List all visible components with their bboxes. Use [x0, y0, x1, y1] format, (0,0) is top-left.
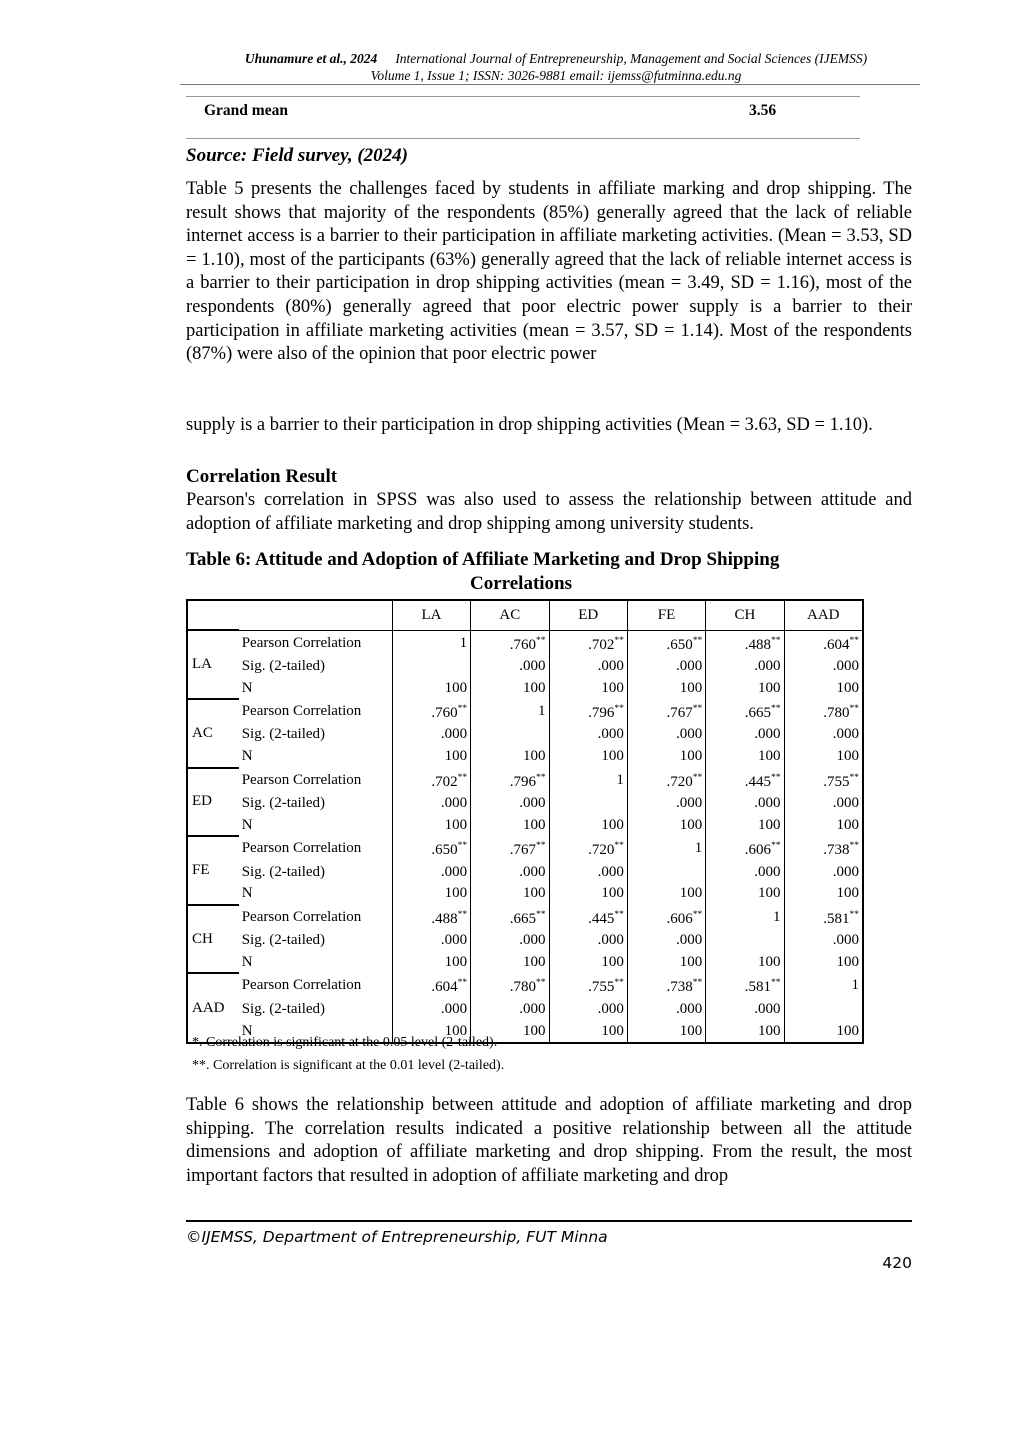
table-cell: .000: [549, 724, 627, 746]
table6-title-line1: Table 6: Attitude and Adoption of Affiliate Marketing and Drop Shipping: [186, 549, 780, 570]
table-row: [187, 861, 863, 883]
table-cell: 100: [627, 814, 705, 836]
table-cell: 100: [627, 677, 705, 699]
table-cell: .000: [784, 861, 863, 883]
table6-note-005: *. Correlation is significant at the 0.05 level (2-tailed).: [192, 1035, 498, 1050]
table-cell: 100: [627, 883, 705, 905]
table-cell: .000: [549, 998, 627, 1020]
table6-title-line2: Correlations: [470, 573, 573, 594]
table-cell: .581**: [784, 905, 863, 930]
table-cell: .702**: [549, 630, 627, 656]
table-cell: .000: [471, 861, 549, 883]
table-cell: .738**: [627, 973, 705, 998]
table-cell: .000: [471, 656, 549, 678]
col-header: AAD: [784, 600, 863, 630]
table-header-row: [187, 600, 863, 630]
table-cell: .650**: [392, 836, 470, 861]
table-cell: 100: [471, 952, 549, 974]
header-journal: International Journal of Entrepreneurship, Management and Social Sciences (IJEMSS): [395, 51, 868, 66]
row-stat-label: Sig. (2-tailed): [241, 932, 326, 949]
table-cell: 100: [392, 746, 470, 768]
row-stat-label: N: [241, 885, 253, 902]
table-cell: .000: [706, 861, 784, 883]
row-stat-label: N: [241, 954, 253, 971]
row-stat-label: N: [241, 748, 253, 765]
table-row: [187, 883, 863, 905]
table-cell: .000: [627, 930, 705, 952]
col-header: CH: [706, 600, 784, 630]
section-heading-correlation: Correlation Result: [186, 466, 338, 487]
table-cell: .606**: [706, 836, 784, 861]
table-row: [187, 699, 863, 724]
table-cell: [706, 930, 784, 952]
table-cell: .000: [627, 793, 705, 815]
table-cell: .000: [784, 930, 863, 952]
table-cell: .796**: [549, 699, 627, 724]
table-cell: .760**: [471, 630, 549, 656]
table-cell: .000: [392, 861, 470, 883]
header-corner: [187, 600, 392, 630]
row-group-label: AC: [187, 699, 239, 768]
row-group-label: ED: [187, 768, 239, 837]
page-number: 420: [882, 1254, 912, 1272]
table-cell: .000: [549, 861, 627, 883]
col-header: ED: [549, 600, 627, 630]
table-cell: .000: [784, 656, 863, 678]
col-header: FE: [627, 600, 705, 630]
table-cell: 100: [549, 814, 627, 836]
table-row: [187, 768, 863, 793]
table-cell: 1: [549, 768, 627, 793]
paragraph-continuation: supply is a barrier to their participation in drop shipping activities (Mean = 3.63, SD = 1.10).: [186, 415, 873, 435]
table-row: [187, 836, 863, 861]
footer-text: ©IJEMSS, Department of Entrepreneurship, FUT Minna: [186, 1228, 608, 1246]
table-cell: .000: [392, 998, 470, 1020]
table-cell: 100: [706, 746, 784, 768]
row-stat-label: Pearson Correlation: [241, 771, 362, 788]
table-row: [187, 998, 863, 1020]
table5-rule-bottom: [186, 138, 860, 139]
row-stat-label: Pearson Correlation: [241, 977, 362, 994]
row-group-label: AAD: [187, 973, 239, 1043]
table-cell: .665**: [471, 905, 549, 930]
table-cell: .604**: [784, 630, 863, 656]
table-row: [187, 630, 863, 656]
table-cell: 100: [392, 814, 470, 836]
row-stat-label: N: [241, 816, 253, 833]
table-cell: 100: [706, 883, 784, 905]
table-cell: .488**: [706, 630, 784, 656]
paragraph-table5-discussion: Table 5 presents the challenges faced by students in affiliate marking and drop shipping. The result shows that majority of the respondents (85%) generally agreed that the lack of reliable internet access is a barrier to their participation in affiliate marketing activities. (Mean = 3.53, SD = 1.10), most of the participants (63%) generally agreed that the lack of reliable internet access is a barrier to their participation in drop shipping activities (mean = 3.49, SD = 1.16), most of the respondents (80%) generally agreed that poor electric power supply is a barrier to their participation in affiliate marketing activities (mean = 3.57, SD = 1.14). Most of the respondents (87%) were also of the opinion that poor electric power: [186, 179, 912, 365]
table-cell: 100: [784, 814, 863, 836]
table-row: [187, 973, 863, 998]
source-note: Source: Field survey, (2024): [186, 145, 408, 166]
table-row: [187, 677, 863, 699]
grand-mean-label: Grand mean: [204, 102, 288, 119]
table-cell: .738**: [784, 836, 863, 861]
table5-rule-top: [186, 96, 860, 97]
table-cell: .000: [706, 656, 784, 678]
table-cell: .604**: [392, 973, 470, 998]
table-cell: 100: [784, 746, 863, 768]
table-cell: [627, 861, 705, 883]
table-cell: .000: [627, 998, 705, 1020]
row-stat-label: N: [241, 679, 253, 696]
table-cell: 100: [471, 1020, 549, 1043]
table-cell: .702**: [392, 768, 470, 793]
table-cell: 100: [471, 814, 549, 836]
table-cell: 100: [471, 883, 549, 905]
paragraph-correlation-intro: Pearson's correlation in SPSS was also used to assess the relationship between attitude and adoption of affiliate marketing and drop shipping among university students.: [186, 490, 912, 534]
table-cell: 100: [549, 677, 627, 699]
table-cell: .000: [549, 930, 627, 952]
table-cell: 1: [471, 699, 549, 724]
table-cell: 100: [784, 677, 863, 699]
grand-mean-row: [204, 102, 784, 120]
table-cell: .796**: [471, 768, 549, 793]
table-cell: .780**: [471, 973, 549, 998]
table-cell: .780**: [784, 699, 863, 724]
table-cell: .000: [627, 724, 705, 746]
table-cell: .000: [549, 656, 627, 678]
table-cell: .000: [784, 793, 863, 815]
table-cell: .000: [392, 793, 470, 815]
table-row: [187, 656, 863, 678]
row-stat-label: N: [241, 1022, 253, 1039]
table-cell: .000: [392, 724, 470, 746]
table-cell: .760**: [392, 699, 470, 724]
table-cell: .767**: [471, 836, 549, 861]
table-cell: .755**: [784, 768, 863, 793]
header-authors: Uhunamure et al., 2024: [244, 51, 378, 66]
table-cell: .606**: [627, 905, 705, 930]
table-cell: .000: [392, 930, 470, 952]
table-cell: .650**: [627, 630, 705, 656]
row-stat-label: Sig. (2-tailed): [241, 863, 326, 880]
table-cell: 100: [471, 746, 549, 768]
paragraph-table6-discussion: Table 6 shows the relationship between attitude and adoption of affiliate marketing and drop shipping. The correlation results indicated a positive relationship between all the attitude dimensions and adoption of affiliate marketing and drop shipping. From the result, the most important factors that resulted in adoption of affiliate marketing and drop: [186, 1095, 912, 1186]
row-stat-label: Pearson Correlation: [241, 703, 362, 720]
row-group-label: FE: [187, 836, 239, 905]
table-cell: 1: [627, 836, 705, 861]
table-cell: .488**: [392, 905, 470, 930]
table-cell: .581**: [706, 973, 784, 998]
table-cell: 100: [706, 1020, 784, 1043]
table-row: [187, 905, 863, 930]
header-issue: Volume 1, Issue 1; ISSN: 3026-9881 email: ijemss@futminna.edu.ng: [370, 68, 742, 83]
col-header: AC: [471, 600, 549, 630]
table-cell: 100: [549, 883, 627, 905]
table-cell: .000: [784, 724, 863, 746]
table-cell: [784, 998, 863, 1020]
table-cell: 1: [706, 905, 784, 930]
table-cell: 100: [706, 814, 784, 836]
table-cell: [471, 724, 549, 746]
table-cell: [392, 656, 470, 678]
table-row: [187, 952, 863, 974]
row-stat-label: Pearson Correlation: [241, 908, 362, 925]
table-cell: 100: [627, 746, 705, 768]
row-group-label: CH: [187, 905, 239, 974]
table-cell: .767**: [627, 699, 705, 724]
table-cell: 100: [392, 883, 470, 905]
table-cell: 100: [549, 746, 627, 768]
running-header: [186, 50, 926, 84]
table-cell: 100: [627, 952, 705, 974]
table-cell: 100: [706, 952, 784, 974]
table-cell: 100: [784, 883, 863, 905]
table-cell: .000: [471, 930, 549, 952]
table-row: [187, 793, 863, 815]
table-cell: .000: [706, 793, 784, 815]
table-row: [187, 814, 863, 836]
header-rule: [180, 84, 920, 85]
row-stat-label: Sig. (2-tailed): [241, 726, 326, 743]
table-cell: 100: [549, 1020, 627, 1043]
row-group-label: LA: [187, 630, 239, 699]
table-cell: 100: [784, 952, 863, 974]
table-cell: .720**: [627, 768, 705, 793]
footer-rule: [186, 1220, 912, 1222]
row-stat-label: Pearson Correlation: [241, 634, 362, 651]
table-cell: 1: [392, 630, 470, 656]
row-stat-label: Sig. (2-tailed): [241, 795, 326, 812]
table-cell: .445**: [706, 768, 784, 793]
table-cell: .000: [706, 998, 784, 1020]
table-cell: 100: [627, 1020, 705, 1043]
table-cell: [549, 793, 627, 815]
table-cell: .445**: [549, 905, 627, 930]
table6-title: [186, 548, 912, 596]
table-cell: 100: [392, 677, 470, 699]
table-cell: 1: [784, 973, 863, 998]
table-cell: .000: [706, 724, 784, 746]
table-cell: .000: [627, 656, 705, 678]
row-stat-label: Sig. (2-tailed): [241, 1000, 326, 1017]
row-stat-label: Pearson Correlation: [241, 840, 362, 857]
table6-note-001: **. Correlation is significant at the 0.01 level (2-tailed).: [192, 1058, 505, 1073]
table-cell: 100: [392, 952, 470, 974]
table-row: [187, 724, 863, 746]
table-cell: .000: [471, 793, 549, 815]
table-row: [187, 746, 863, 768]
table-cell: 100: [706, 677, 784, 699]
table-cell: 100: [549, 952, 627, 974]
correlation-table: [186, 599, 864, 1044]
table-cell: 100: [392, 1020, 470, 1043]
table-cell: .665**: [706, 699, 784, 724]
grand-mean-value: 3.56: [749, 102, 777, 119]
table-row: [187, 930, 863, 952]
col-header: LA: [392, 600, 470, 630]
table-cell: 100: [471, 677, 549, 699]
table-cell: .755**: [549, 973, 627, 998]
table-cell: .720**: [549, 836, 627, 861]
table-cell: 100: [784, 1020, 863, 1043]
row-stat-label: Sig. (2-tailed): [241, 657, 326, 674]
table-cell: .000: [471, 998, 549, 1020]
